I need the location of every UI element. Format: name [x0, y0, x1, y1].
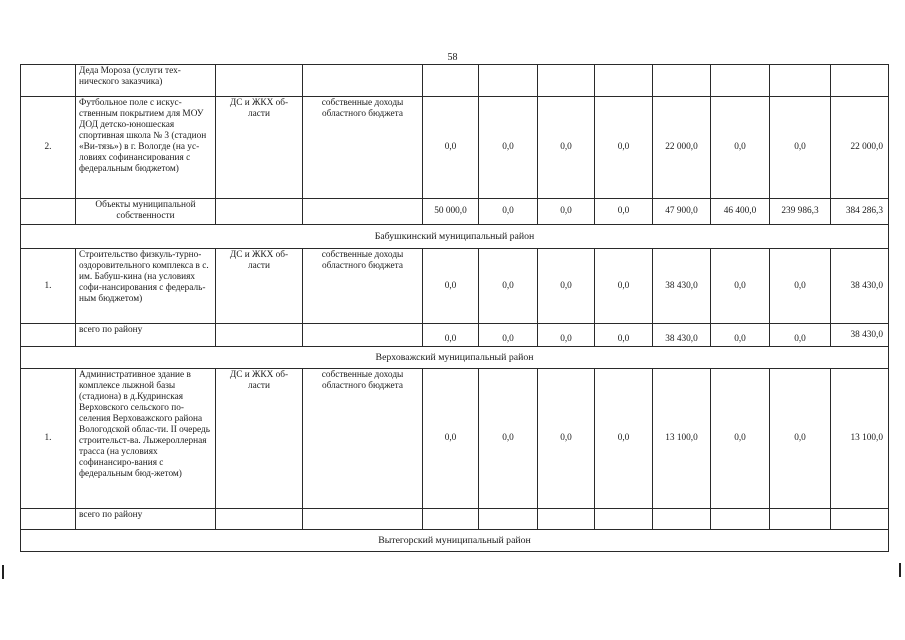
- cell-value: 384 286,3: [831, 199, 889, 225]
- table-row: [21, 509, 889, 530]
- cell-source: [303, 324, 423, 347]
- cell-index: [21, 65, 76, 97]
- cell-object-name: Строительство физкуль-турно-оздоровительного комплекса в с. им. Бабуш-кина (на условиях софи-нансирования с федераль-ным бюджетом): [76, 249, 216, 324]
- cell-value: 0,0: [770, 369, 831, 509]
- cell-value: 239 986,3: [770, 199, 831, 225]
- cell-value: 0,0: [538, 369, 595, 509]
- cell-value: 0,0: [711, 97, 770, 199]
- cell-value: [479, 65, 538, 97]
- cell-value: [653, 509, 711, 530]
- cell-object-name: Административное здание в комплексе лыжной базы (стадиона) в д.Кудринская Верховского сельского по-селения Верховажского района Вологодской облас-ти. II очередь строительст-ва. Лыжероллерная трасса (на условиях софинансиро-вания с федеральным бюд-жетом): [76, 369, 216, 509]
- cell-customer: ДС и ЖКХ об-ласти: [216, 249, 303, 324]
- table-row: [21, 225, 889, 249]
- cell-value: 46 400,0: [711, 199, 770, 225]
- cell-object-name: Объекты муниципальной собственности: [76, 199, 216, 225]
- cell-value: 0,0: [595, 249, 653, 324]
- scan-edge-mark-left: [2, 565, 4, 579]
- cell-value: [538, 65, 595, 97]
- cell-value: 0,0: [595, 97, 653, 199]
- scan-edge-mark-right: [899, 563, 901, 577]
- cell-value: 0,0: [423, 369, 479, 509]
- cell-source: [303, 509, 423, 530]
- cell-object-name: Деда Мороза (услуги тех-нического заказчика): [76, 65, 216, 97]
- cell-value: [711, 509, 770, 530]
- table-row: [21, 369, 889, 509]
- table-row: [21, 65, 889, 97]
- cell-value: 38 430,0: [831, 249, 889, 324]
- cell-value: 0,0: [595, 324, 653, 347]
- cell-value: [770, 509, 831, 530]
- cell-value: 38 430,0: [653, 324, 711, 347]
- cell-value: 0,0: [423, 324, 479, 347]
- page-number: 58: [447, 52, 458, 63]
- cell-value: 47 900,0: [653, 199, 711, 225]
- cell-value: 0,0: [479, 249, 538, 324]
- cell-object-name: всего по району: [76, 324, 216, 347]
- cell-value: 13 100,0: [653, 369, 711, 509]
- cell-value: 0,0: [770, 249, 831, 324]
- cell-value: 22 000,0: [653, 97, 711, 199]
- cell-source: [303, 199, 423, 225]
- cell-index: [21, 509, 76, 530]
- cell-value: [711, 65, 770, 97]
- region-header: Вытегорский муниципальный район: [21, 530, 889, 552]
- cell-index: [21, 199, 76, 225]
- cell-value: 0,0: [770, 324, 831, 347]
- cell-value: [538, 509, 595, 530]
- cell-customer: [216, 199, 303, 225]
- cell-value: 0,0: [423, 249, 479, 324]
- table-row: [21, 324, 889, 347]
- cell-index: 1.: [21, 249, 76, 324]
- cell-source: [303, 65, 423, 97]
- cell-value: [479, 509, 538, 530]
- cell-customer: ДС и ЖКХ об-ласти: [216, 97, 303, 199]
- cell-value: 38 430,0: [831, 324, 889, 347]
- cell-value: 0,0: [538, 249, 595, 324]
- cell-value: 50 000,0: [423, 199, 479, 225]
- cell-value: [595, 509, 653, 530]
- cell-value: 0,0: [711, 369, 770, 509]
- cell-value: [831, 509, 889, 530]
- cell-value: [831, 65, 889, 97]
- cell-object-name: Футбольное поле с искус-ственным покрытием для МОУ ДОД детско-юношеская спортивная школа № 3 (стадион «Ви-тязь») в г. Вологде (на ус-ловиях софинансирования с федеральным бюджетом): [76, 97, 216, 199]
- cell-customer: [216, 65, 303, 97]
- table-row: [21, 249, 889, 324]
- cell-value: [770, 65, 831, 97]
- cell-value: 0,0: [479, 369, 538, 509]
- cell-object-name: всего по району: [76, 509, 216, 530]
- cell-value: 22 000,0: [831, 97, 889, 199]
- budget-table: [20, 64, 889, 552]
- cell-value: 0,0: [479, 199, 538, 225]
- cell-source: собственные доходы областного бюджета: [303, 249, 423, 324]
- table-row: [21, 530, 889, 552]
- table-row: [21, 199, 889, 225]
- cell-value: 13 100,0: [831, 369, 889, 509]
- cell-value: [423, 509, 479, 530]
- cell-customer: ДС и ЖКХ об-ласти: [216, 369, 303, 509]
- cell-value: 0,0: [595, 199, 653, 225]
- cell-value: 0,0: [538, 199, 595, 225]
- cell-value: 0,0: [538, 97, 595, 199]
- cell-value: 0,0: [538, 324, 595, 347]
- table-row: [21, 347, 889, 369]
- cell-value: 38 430,0: [653, 249, 711, 324]
- region-header: Верховажский муниципальный район: [21, 347, 889, 369]
- cell-index: [21, 324, 76, 347]
- cell-value: [423, 65, 479, 97]
- cell-value: 0,0: [423, 97, 479, 199]
- cell-index: 1.: [21, 369, 76, 509]
- cell-value: [653, 65, 711, 97]
- cell-value: 0,0: [479, 97, 538, 199]
- cell-source: собственные доходы областного бюджета: [303, 97, 423, 199]
- cell-source: собственные доходы областного бюджета: [303, 369, 423, 509]
- cell-customer: [216, 324, 303, 347]
- cell-value: 0,0: [479, 324, 538, 347]
- cell-value: 0,0: [711, 324, 770, 347]
- cell-customer: [216, 509, 303, 530]
- cell-value: 0,0: [595, 369, 653, 509]
- region-header: Бабушкинский муниципальный район: [21, 225, 889, 249]
- table-row: [21, 97, 889, 199]
- cell-value: 0,0: [770, 97, 831, 199]
- cell-index: 2.: [21, 97, 76, 199]
- cell-value: 0,0: [711, 249, 770, 324]
- cell-value: [595, 65, 653, 97]
